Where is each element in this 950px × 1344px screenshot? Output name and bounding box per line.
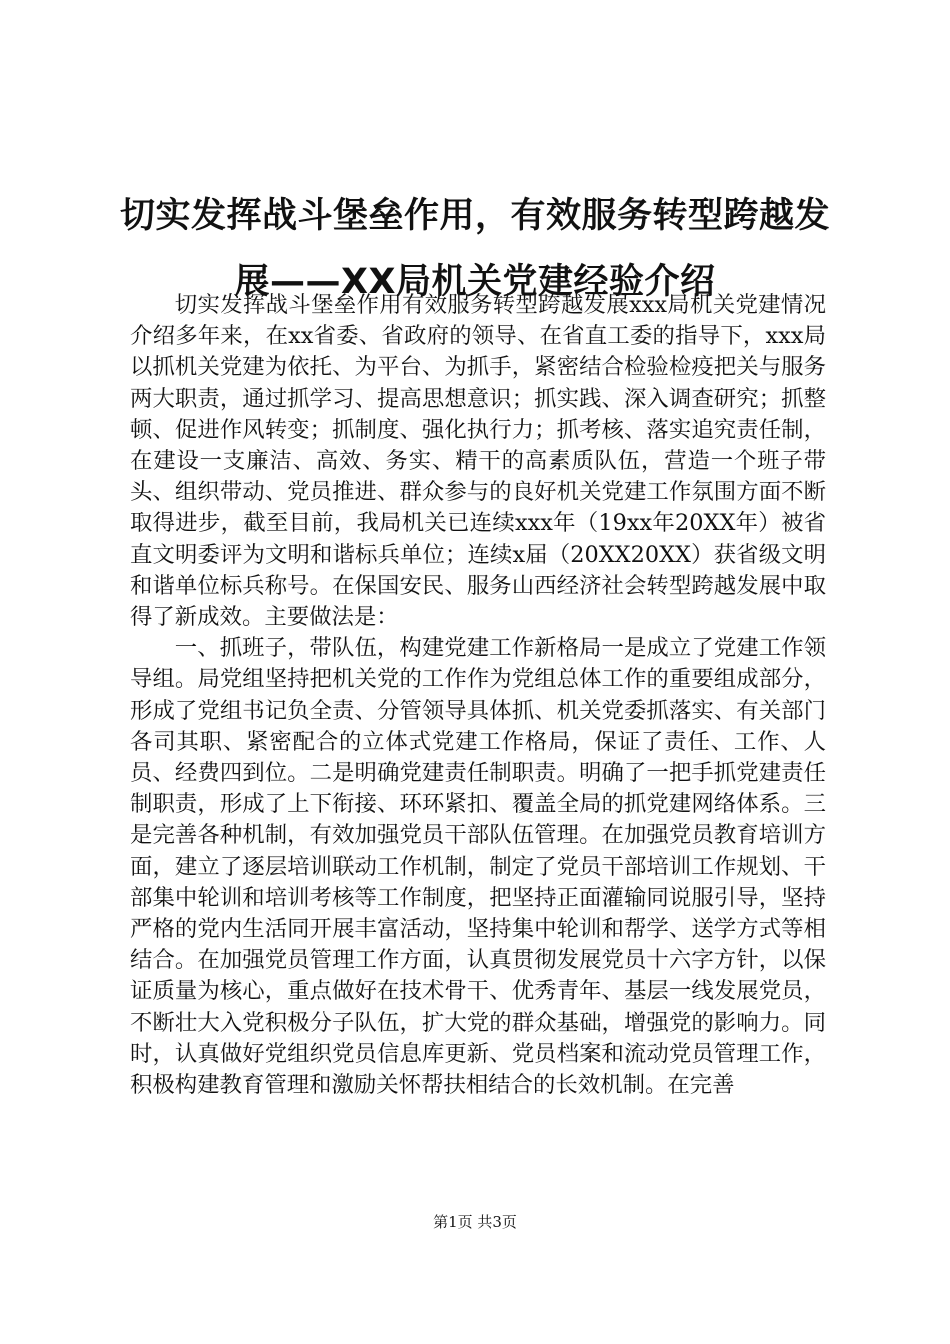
body-paragraph: 一、抓班子，带队伍，构建党建工作新格局一是成立了党建工作领导组。局党组坚持把机关党的工作作为党组总体工作的重要组成部分，形成了党组书记负全责、分管领导具体抓、机关党委抓落实、有关部门各司其职、紧密配合的立体式党建工作格局，保证了责任、工作、人员、经费四到位。二是明确党建责任制职责。明确了一把手抓党建责任制职责，形成了上下衔接、环环紧扣、覆盖全局的抓党建网络体系。三是完善各种机制，有效加强党员干部队伍管理。在加强党员教育培训方面，建立了逐层培训联动工作机制，制定了党员干部培训工作规划、干部集中轮训和培训考核等工作制度，把坚持正面灌输同说服引导，坚持严格的党内生活同开展丰富活动，坚持集中轮训和帮学、送学方式等相结合。在加强党员管理工作方面，认真贯彻发展党员十六字方针，以保证质量为核心，重点做好在技术骨干、优秀青年、基层一线发展党员，不断壮大入党积极分子队伍，扩大党的群众基础，增强党的影响力。同时，认真做好党组织党员信息库更新、党员档案和流动党员管理工作，积极构建教育管理和激励关怀帮扶相结合的长效机制。在完善: [130, 635, 826, 1099]
document-title: 切实发挥战斗堡垒作用，有效服务转型跨越发展——XX局机关党建经验介绍: [120, 196, 831, 302]
document-body: [130, 290, 826, 1101]
page-footer: [0, 1212, 950, 1232]
page-number: 第1页 共3页: [433, 1213, 517, 1231]
body-paragraph: 切实发挥战斗堡垒作用有效服务转型跨越发展xxx局机关党建情况介绍多年来，在xx省委、省政府的领导、在省直工委的指导下，xxx局以抓机关党建为依托、为平台、为抓手，紧密结合检验检疫把关与服务两大职责，通过抓学习、提高思想意识；抓实践、深入调查研究；抓整顿、促进作风转变；抓制度、强化执行力；抓考核、落实追究责任制，在建设一支廉洁、高效、务实、精干的高素质队伍，营造一个班子带头、组织带动、党员推进、群众参与的良好机关党建工作氛围方面不断取得进步，截至目前，我局机关已连续xxx年（19xx年20XX年）被省直文明委评为文明和谐标兵单位；连续x届（20XX20XX）获省级文明和谐单位标兵称号。在保国安民、服务山西经济社会转型跨越发展中取得了新成效。主要做法是：: [130, 292, 826, 631]
